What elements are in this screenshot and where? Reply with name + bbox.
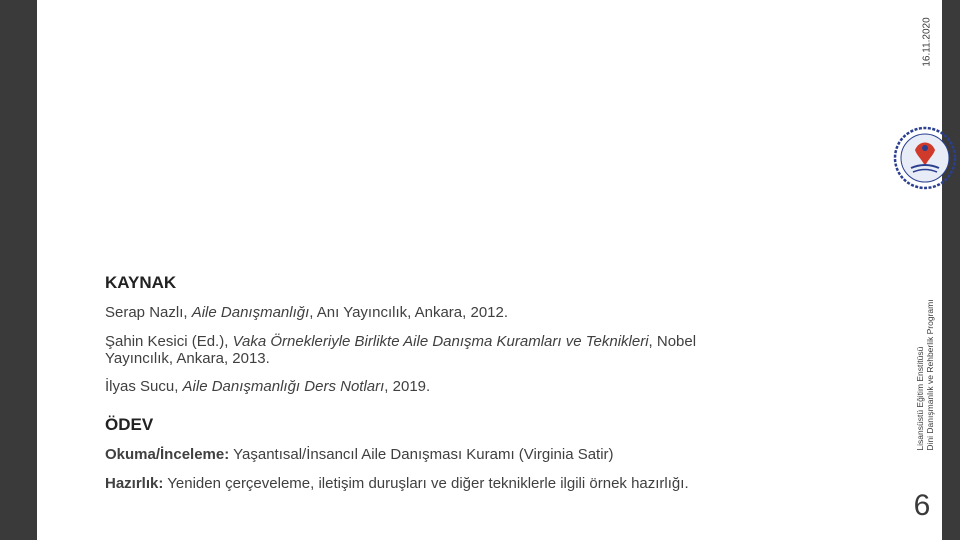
homework-heading: ÖDEV: [105, 415, 154, 434]
reading-label: Okuma/İnceleme:: [105, 446, 230, 463]
reference-title: Vaka Örnekleriyle Birlikte Aile Danışma Kuramları ve Teknikleri: [232, 333, 649, 350]
reference-title: Aile Danışmanlığı Ders Notları: [182, 378, 385, 395]
preparation-label: Hazırlık:: [105, 475, 164, 492]
references-heading: KAYNAK: [105, 273, 177, 292]
reference-item-2: Şahin Kesici (Ed.), Vaka Örnekleriyle Birlikte Aile Danışma Kuramları ve Teknikleri, Nobel Yayıncılık, Ankara, 2013.: [105, 333, 697, 367]
homework-reading: Okuma/İnceleme: Yaşantısal/İnsancıl Aile Danışması Kuramı (Virginia Satir): [105, 446, 614, 463]
reference-item-3: İlyas Sucu, Aile Danışmanlığı Ders Notları, 2019.: [105, 378, 431, 395]
homework-preparation: Hazırlık: Yeniden çerçeveleme, iletişim duruşları ve diğer tekniklerle ilgili örnek hazırlığı.: [105, 475, 689, 492]
institute-caption: [915, 299, 935, 450]
institute-line-2: Dini Danışmanlık ve Rehberlik Programı: [925, 299, 935, 451]
reference-title: Aile Danışmanlığı: [191, 304, 310, 321]
left-frame-bar: [0, 0, 37, 540]
slide-date: 16.11.2020: [921, 17, 933, 67]
reference-item-1: Serap Nazlı, Aile Danışmanlığı, Anı Yayıncılık, Ankara, 2012.: [105, 304, 509, 321]
right-sidebar-panel: [890, 0, 942, 540]
university-logo-icon: [893, 126, 957, 190]
page-number: 6: [913, 489, 931, 522]
right-frame-bar: [942, 0, 960, 540]
institute-line-1: Lisansüstü Eğitim Enstitüsü: [915, 346, 925, 451]
